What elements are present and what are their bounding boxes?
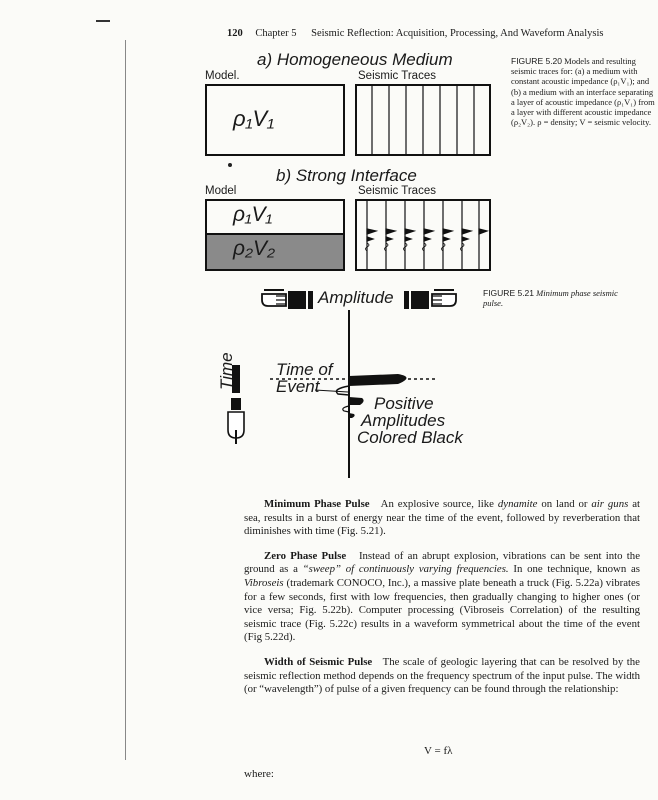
- caption-label: FIGURE 5.20: [511, 56, 563, 66]
- interface-line: [207, 233, 343, 235]
- text: on land or: [537, 498, 592, 510]
- positive-line2: Amplitudes: [361, 411, 446, 430]
- paragraph-width: [244, 656, 640, 697]
- time-label: Time: [217, 352, 236, 390]
- interface-traces: [355, 199, 491, 271]
- caption-label: FIGURE 5.21: [483, 288, 535, 298]
- layer-label: ρ₁V₁: [233, 106, 275, 131]
- layer1-label: ρ₁V₁: [233, 203, 273, 226]
- text: Vibroseis: [244, 576, 284, 589]
- figure-a-traces-label: Seismic Traces: [358, 70, 436, 82]
- text: at sea, results in a burst of energy near the time of the event, followed by reverberation that diminishes with time (Fig. 5.21).: [244, 498, 640, 538]
- figure-b-traces-label: Seismic Traces: [358, 185, 436, 197]
- homogeneous-traces: [355, 84, 491, 156]
- time-of-event-line2: Event: [276, 377, 320, 396]
- text: Instead of an abrupt explosion, vibrations can be sent into the ground as a: [244, 549, 640, 576]
- page-header: [227, 28, 603, 39]
- binding-line: [125, 40, 126, 760]
- text: dynamite: [497, 498, 538, 510]
- time-of-event-line1: Time of: [276, 360, 333, 379]
- layer2-label: ρ₂V₂: [233, 237, 276, 260]
- text: The scale of geologic layering that can be resolved by the seismic reflection method depends on the frequency spectrum of the input pulse. The width (or “wavelength”) of pulse of a given frequency can be found through the relationship:: [244, 655, 640, 696]
- paragraph-zero-phase: [244, 550, 640, 645]
- amplitude-label: Amplitude: [318, 288, 394, 307]
- paragraph-minimum-phase: [244, 498, 640, 539]
- interface-model-box: [205, 199, 345, 271]
- figure-b-title: b) Strong Interface: [276, 166, 417, 185]
- text: An explosive source, like: [380, 498, 498, 510]
- text: In one technique, known as: [508, 563, 640, 576]
- paragraph-heading: Minimum Phase Pulse: [264, 498, 370, 510]
- down-pointing-hand-icon: [222, 398, 250, 446]
- margin-mark: [96, 20, 110, 22]
- paragraph-heading: Width of Seismic Pulse: [264, 655, 373, 668]
- figure-a-title: a) Homogeneous Medium: [257, 50, 453, 69]
- body-text: [244, 498, 640, 708]
- page-number: 120: [227, 28, 243, 39]
- equation: V = fλ: [424, 745, 453, 757]
- positive-line3: Colored Black: [357, 428, 463, 447]
- figure-b-model-label: Model: [205, 185, 237, 197]
- text: (trademark CONOCO, Inc.), a massive plate beneath a truck (Fig. 5.22a) vibrates for a few seconds, first with low frequencies, then gradually changing to higher ones (or vice versa; Fig. 5.22b). Computer processing (Vibroseis Correlation) of the resulting seismic trace (Fig. 5.22c) results in a waveform symmetrical about the time of the event (Fig 5.22d).: [244, 576, 640, 644]
- caption-text: Minimum phase seismic pulse.: [483, 288, 618, 309]
- figure-5-20-caption: [511, 56, 656, 127]
- paragraph-heading: Zero Phase Pulse: [264, 549, 347, 562]
- chapter-label: Chapter 5: [255, 28, 297, 39]
- positive-line1: Positive: [374, 394, 434, 413]
- dot-mark: [228, 163, 232, 167]
- chapter-title: Seismic Reflection: Acquisition, Processing, And Waveform Analysis: [311, 28, 604, 39]
- where-label: where:: [244, 768, 274, 780]
- homogeneous-model-box: [205, 84, 345, 156]
- caption-text: Models and resulting seismic traces for: (a) a medium with constant acoustic impedance (ρ₁V₁); and (b) a medium with an interface separating a layer of acoustic impedance (ρ₁V₁) from a layer with different acoustic impedance (ρ₂V₂). ρ = density; V = seismic velocity.: [511, 56, 655, 128]
- figure-a-model-label: Model.: [205, 70, 240, 82]
- text: “sweep” of continuously varying frequencies.: [302, 563, 509, 576]
- figure-5-21-caption: [483, 288, 633, 308]
- text: air guns: [591, 498, 629, 510]
